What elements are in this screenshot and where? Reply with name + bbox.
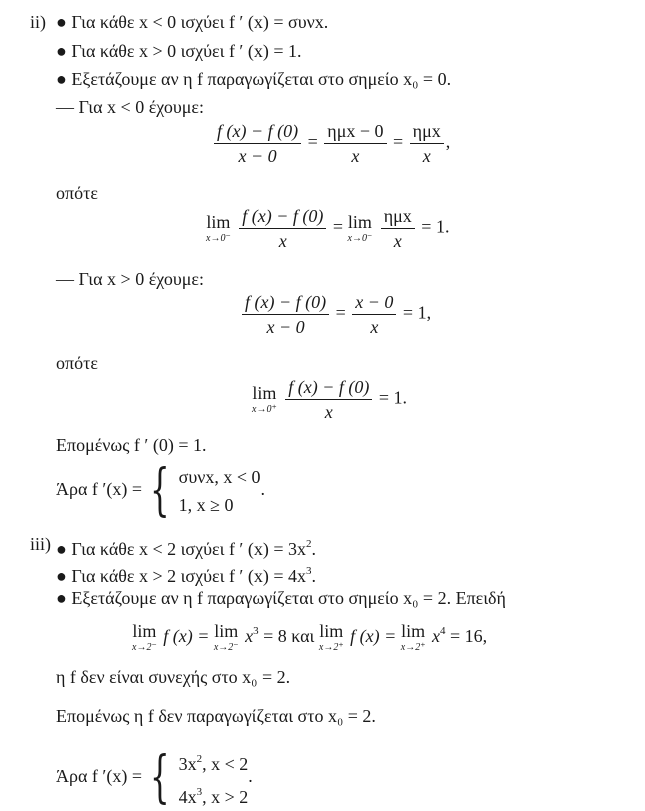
opote-1: οπότε bbox=[56, 183, 98, 203]
part-ii-marker: ii) bbox=[30, 12, 46, 32]
part-iii-bullet-1: ● Για κάθε x < 2 ισχύει f ′ $(x) = 3x^2$. bbox=[56, 538, 317, 559]
part-iii-bullet-2: ● Για κάθε x > 2 ισχύει f ′ $(x) = 4x^3$. bbox=[56, 565, 317, 586]
limit: lim x→0⁺ bbox=[252, 382, 277, 415]
fraction: $\frac{\text{ημx}}{x}$ bbox=[381, 205, 415, 252]
fraction: $\frac{f (x) - f (0)}{x}$ bbox=[285, 376, 372, 423]
left-brace: { bbox=[150, 458, 171, 523]
limit-negative: lim x→0⁻ $\frac{f (x) - f (0)}{x}$ = lim x→0⁻ $\frac{\text{ημx}}{x}$ = 1. bbox=[206, 206, 450, 251]
part-ii-bullet-1: ● Για κάθε x < 0 ισχύει f ′ (x) = συνx. bbox=[56, 12, 329, 32]
fraction: $\frac{f (x) - f (0)}{x - 0}$ bbox=[242, 291, 329, 338]
not-continuous-statement: η f δεν είναι συνεχής στο x₀ = 2. bbox=[56, 667, 291, 687]
case-positive-heading: — Για x > 0 έχουμε: bbox=[56, 269, 204, 289]
limit: lim x→0⁻ bbox=[347, 211, 373, 244]
fraction: $\frac{\text{ημx}}{x}$ bbox=[410, 120, 444, 167]
fraction: $\frac{f (x) - f (0)}{x}$ bbox=[239, 205, 326, 252]
not-differentiable-statement: Επομένως η f δεν παραγωγίζεται στο x₀ = 2. bbox=[56, 706, 376, 726]
limit-positive: lim x→0⁺ $\frac{f (x) - f (0)}{x}$ = 1. bbox=[252, 377, 407, 422]
limit: lim x→2⁻ bbox=[213, 620, 239, 653]
difference-quotient-negative: $\frac{f (x) - f (0)}{x - 0}$ = $\frac{\text{ημx − 0}}{x}$ = $\frac{\text{ημx}}{x}$ , bbox=[212, 120, 450, 167]
limit: lim x→2⁺ bbox=[400, 620, 426, 653]
difference-quotient-positive: $\frac{f (x) - f (0)}{x - 0}$ = $\frac{x - 0}{x}$ = 1, bbox=[240, 291, 431, 338]
limit: lim x→0⁻ bbox=[206, 211, 231, 244]
part-ii-bullet-2: ● Για κάθε x > 0 ισχύει f ′ (x) = 1. bbox=[56, 41, 302, 61]
limit: lim x→2⁺ bbox=[318, 620, 344, 653]
piecewise-derivative-iii: Άρα f ′(x) = { $3x^2$, x < 2 $4x^3$, x > 2 . bbox=[56, 745, 253, 810]
cases: συνx, x < 0 1, x ≥ 0 bbox=[178, 467, 261, 515]
one-sided-limits: lim x→2⁻ f (x) = lim x→2⁻ $x^3 = 8$ και lim x→2⁺ f (x) = lim x→2⁺ $x^4 = 16$, bbox=[132, 620, 488, 653]
opote-2: οπότε bbox=[56, 353, 98, 373]
piecewise-derivative-ii: Άρα f ′(x) = { συνx, x < 0 1, x ≥ 0 . bbox=[56, 458, 266, 523]
left-brace: { bbox=[150, 745, 171, 810]
fraction: $\frac{x - 0}{x}$ bbox=[352, 291, 396, 338]
part-iii-bullet-3: ● Εξετάζουμε αν η f παραγωγίζεται στο σημείο x₀ = 2. Επειδή bbox=[56, 588, 506, 608]
fraction: $\frac{f (x) - f (0)}{x - 0}$ bbox=[214, 120, 301, 167]
case-negative-heading: — Για x < 0 έχουμε: bbox=[56, 97, 204, 117]
fraction: $\frac{\text{ημx − 0}}{x}$ bbox=[324, 120, 386, 167]
part-iii-marker: iii) bbox=[30, 534, 51, 554]
cases: $3x^2$, x < 2 $4x^3$, x > 2 bbox=[178, 753, 249, 807]
derivative-at-zero: Επομένως f ′ (0) = 1. bbox=[56, 435, 207, 455]
part-ii-bullet-3: ● Εξετάζουμε αν η f παραγωγίζεται στο σημείο x₀ = 0. bbox=[56, 69, 452, 89]
limit: lim x→2⁻ bbox=[132, 620, 157, 653]
